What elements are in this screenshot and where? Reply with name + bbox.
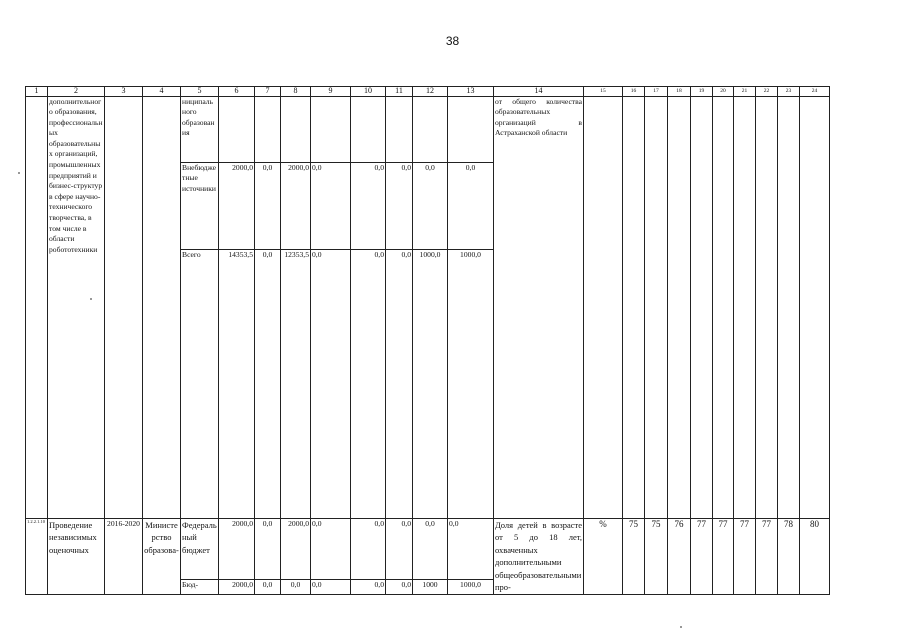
table-cell: [691, 96, 713, 518]
value-cell: 0,0: [311, 579, 351, 594]
header-cell: 11: [386, 87, 413, 97]
value-cell: 0,0: [351, 518, 386, 579]
indicator-value: 77: [713, 518, 734, 594]
header-cell: 5: [181, 87, 219, 97]
header-cell: 4: [143, 87, 181, 97]
header-cell: 1: [26, 87, 48, 97]
value-cell: 0,0: [386, 249, 413, 518]
value-cell: 0,0: [311, 249, 351, 518]
table-cell: [713, 96, 734, 518]
table-cell: [778, 96, 800, 518]
value-cell: 12353,5: [281, 249, 311, 518]
indicator-value: 76: [668, 518, 691, 594]
unit-cell: %: [584, 518, 623, 594]
activity-name-cell: дополнительного образования, профессиональных образовательных организаций, промышленных предприятий и бизнес-структур в сфере научно-технического творчества, в том числе в области робототехники: [48, 96, 105, 518]
value-cell: 0,0: [386, 579, 413, 594]
program-table: [25, 86, 830, 595]
value-cell: 0,0: [386, 162, 413, 249]
value-cell: 0,0: [281, 579, 311, 594]
executor-cell: Министерство образова-: [143, 518, 181, 594]
value-cell: 0,0: [351, 579, 386, 594]
value-cell: 0,0: [413, 162, 448, 249]
header-cell: 12: [413, 87, 448, 97]
header-cell: 21: [734, 87, 756, 97]
table-cell: [668, 96, 691, 518]
table-cell: [645, 96, 668, 518]
indicator-value: 80: [800, 518, 830, 594]
value-cell: 1000,0: [448, 579, 494, 594]
value-cell: 2000,0: [281, 518, 311, 579]
header-cell: 22: [756, 87, 778, 97]
table-cell: [756, 96, 778, 518]
header-cell: 24: [800, 87, 830, 97]
period-cell: 2016-2020: [105, 518, 143, 594]
source-cell: ниципального образования: [181, 96, 219, 162]
header-cell: 14: [494, 87, 584, 97]
value-cell: 2000,0: [219, 162, 255, 249]
header-cell: 7: [255, 87, 281, 97]
value-cell: 2000,0: [281, 162, 311, 249]
header-cell: 13: [448, 87, 494, 97]
header-cell: 16: [623, 87, 645, 97]
header-cell: 20: [713, 87, 734, 97]
indicator-value: 75: [623, 518, 645, 594]
table-cell: [143, 96, 181, 518]
value-cell: 0,0: [351, 162, 386, 249]
header-cell: 8: [281, 87, 311, 97]
value-cell: 0,0: [255, 249, 281, 518]
indicator-value: 77: [734, 518, 756, 594]
header-cell: 15: [584, 87, 623, 97]
table-row: [26, 518, 830, 579]
table-cell: [386, 96, 413, 162]
activity-name-cell: Проведение независимых оценочных: [48, 518, 105, 594]
table-cell: [623, 96, 645, 518]
table-cell: [413, 96, 448, 162]
header-cell: 6: [219, 87, 255, 97]
value-cell: 2000,0: [219, 579, 255, 594]
value-cell: 0,0: [448, 518, 494, 579]
value-cell: 1000,0: [448, 249, 494, 518]
table-cell: [584, 96, 623, 518]
table-cell: [734, 96, 756, 518]
header-cell: 19: [691, 87, 713, 97]
table-cell: [311, 96, 351, 162]
indicator-value: 77: [756, 518, 778, 594]
value-cell: 14353,5: [219, 249, 255, 518]
scan-speck: [680, 626, 682, 628]
header-cell: 18: [668, 87, 691, 97]
value-cell: 0,0: [448, 162, 494, 249]
page-number: 38: [445, 34, 460, 48]
header-cell: 23: [778, 87, 800, 97]
value-cell: 0,0: [255, 518, 281, 579]
value-cell: 2000,0: [219, 518, 255, 579]
header-cell: 10: [351, 87, 386, 97]
scan-speck: [90, 298, 92, 300]
indicator-cell: Доля детей в возрасте от 5 до 18 лет, охваченных дополнительными общеобразовательными про-: [495, 519, 582, 592]
header-cell: 2: [48, 87, 105, 97]
indicator-value: 77: [691, 518, 713, 594]
value-cell: 0,0: [351, 249, 386, 518]
table-cell: [281, 96, 311, 162]
value-cell: 1000: [413, 579, 448, 594]
scan-speck: [18, 172, 20, 174]
table-cell: [448, 96, 494, 162]
value-cell: 0,0: [255, 162, 281, 249]
table-cell: [800, 96, 830, 518]
indicator-cell: от общего количества образовательных организаций в Астраханской области: [494, 96, 584, 518]
value-cell: 0,0: [311, 162, 351, 249]
header-row: [26, 87, 830, 97]
source-cell: Федеральный бюджет: [181, 518, 219, 579]
source-cell: Внебюджетные источники: [181, 162, 219, 249]
header-cell: 17: [645, 87, 668, 97]
value-cell: 0,0: [413, 518, 448, 579]
source-cell: Всего: [181, 249, 219, 518]
value-cell: 0,0: [255, 579, 281, 594]
table-row: [26, 96, 830, 162]
value-cell: 1000,0: [413, 249, 448, 518]
indicator-value: 78: [778, 518, 800, 594]
header-cell: 3: [105, 87, 143, 97]
table-cell: [219, 96, 255, 162]
header-cell: 9: [311, 87, 351, 97]
row-number-cell: 1.2.2.1.10: [26, 518, 48, 594]
table-cell: [351, 96, 386, 162]
indicator-value: 75: [645, 518, 668, 594]
table-cell: [255, 96, 281, 162]
table-cell: [26, 96, 48, 518]
value-cell: 0,0: [386, 518, 413, 579]
source-cell: Бюд-: [181, 579, 219, 594]
table-cell: [105, 96, 143, 518]
value-cell: 0,0: [311, 518, 351, 579]
